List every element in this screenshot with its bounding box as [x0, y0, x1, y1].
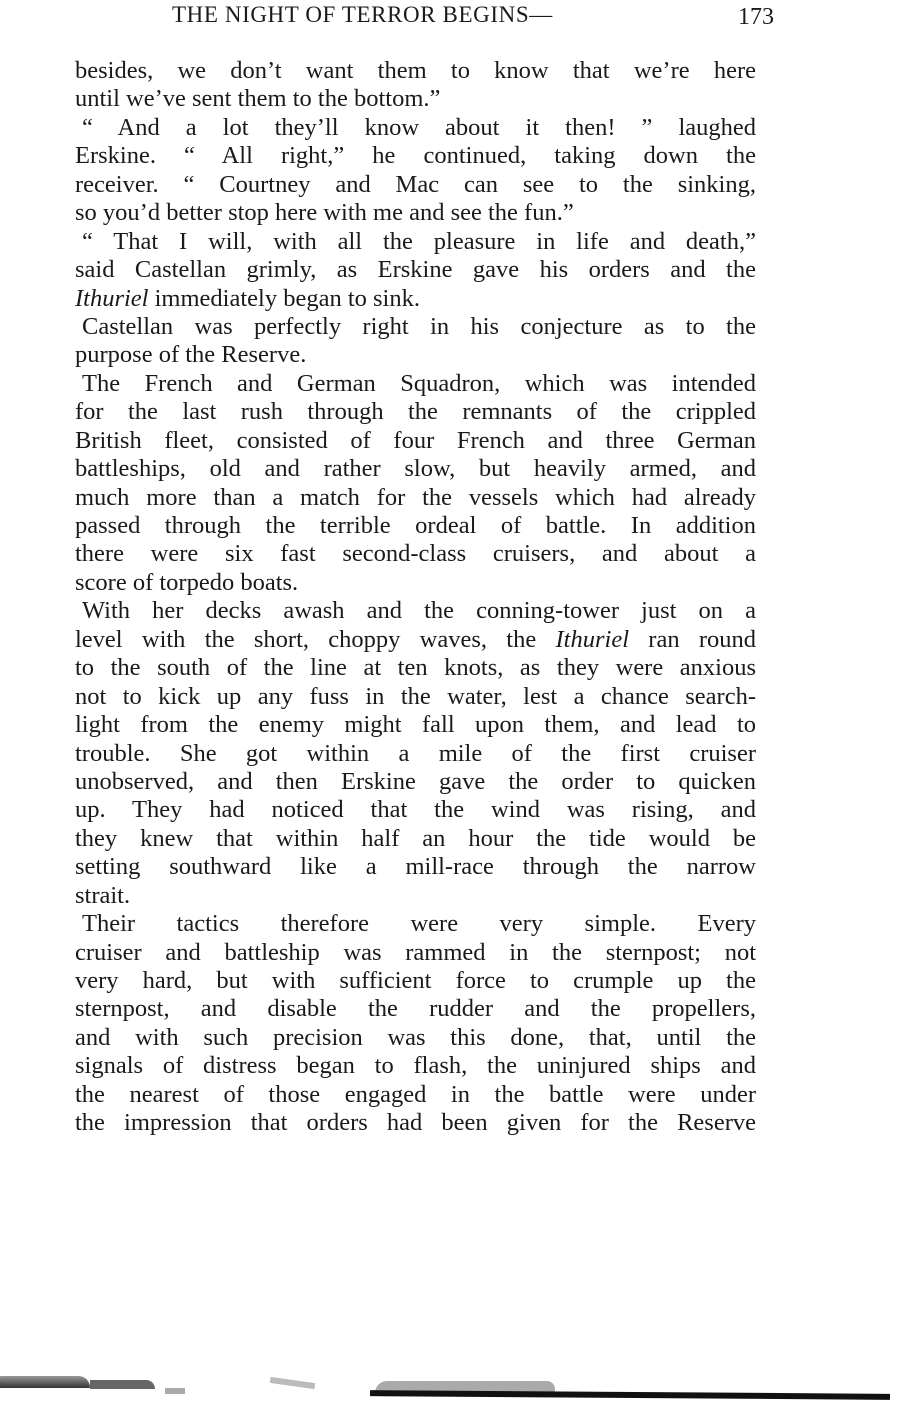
text-line: score of torpedo boats. — [75, 568, 299, 596]
text-line: cruiser and battleship was rammed in the sternpost; not — [75, 938, 756, 966]
text-line: there were six fast second-class cruisers, and about a — [75, 540, 756, 568]
text-line: said Castellan grimly, as Erskine gave his orders and the — [75, 256, 756, 284]
body-text — [75, 57, 756, 1138]
text-segment: immediately began to sink. — [148, 284, 420, 312]
text-line: light from the enemy might fall upon them, and lead to — [75, 711, 756, 739]
page-number: 173 — [738, 4, 774, 30]
text-line: sternpost, and disable the rudder and the propellers, — [75, 995, 756, 1023]
text-segment: level with the short, choppy waves, the — [75, 625, 556, 653]
text-line: not to kick up any fuss in the water, lest a chance search- — [75, 682, 756, 710]
text-line: receiver. “ Courtney and Mac can see to the sinking, — [75, 170, 756, 198]
ship-name-italic: Ithuriel — [555, 625, 630, 653]
text-line: the nearest of those engaged in the battle were under — [75, 1080, 756, 1108]
scan-smudge — [165, 1388, 185, 1394]
text-line: setting southward like a mill-race through the narrow — [75, 853, 756, 881]
scan-smudge — [270, 1377, 315, 1389]
scan-smudge — [370, 1390, 890, 1400]
scan-smudge — [0, 1376, 90, 1388]
running-title: THE NIGHT OF TERROR BEGINS— — [172, 2, 553, 27]
text-line: battleships, old and rather slow, but heavily armed, and — [75, 455, 756, 483]
text-line: besides, we don’t want them to know that we’re here — [75, 57, 756, 84]
text-line: until we’ve sent them to the bottom.” — [75, 85, 441, 113]
text-line: passed through the terrible ordeal of battle. In addition — [75, 512, 756, 539]
text-line: With her decks awash and the conning-tower just on a — [82, 597, 756, 625]
text-line: “ And a lot they’ll know about it then! ” laughed — [82, 113, 756, 141]
ship-name-italic: Ithuriel — [75, 284, 149, 312]
text-line: The French and German Squadron, which was intended — [82, 369, 756, 397]
scan-smudge — [90, 1380, 155, 1389]
text-line: so you’d better stop here with me and see the fun.” — [75, 199, 574, 227]
text-line: the impression that orders had been given for the Reserve — [75, 1109, 756, 1137]
text-line: Erskine. “ All right,” he continued, taking down the — [75, 142, 756, 170]
text-line: strait. — [75, 881, 131, 909]
text-line: British fleet, consisted of four French and three German — [75, 426, 756, 454]
text-line: for the last rush through the remnants of the crippled — [75, 398, 756, 426]
text-line: they knew that within half an hour the tide would be — [75, 824, 756, 852]
text-line: signals of distress began to flash, the uninjured ships and — [75, 1052, 756, 1080]
text-line: very hard, but with sufficient force to crumple up the — [75, 967, 756, 994]
text-line: Their tactics therefore were very simple. Every — [82, 910, 756, 938]
text-line: to the south of the line at ten knots, as they were anxious — [75, 654, 756, 682]
text-line: up. They had noticed that the wind was rising, and — [75, 796, 756, 824]
text-line: Castellan was perfectly right in his conjecture as to the — [82, 312, 756, 340]
text-line: unobserved, and then Erskine gave the order to quicken — [75, 767, 756, 795]
text-line: purpose of the Reserve. — [75, 341, 307, 369]
text-line: trouble. She got within a mile of the first cruiser — [75, 739, 756, 767]
text-line — [75, 285, 756, 313]
page-header — [0, 2, 900, 38]
text-line: “ That I will, with all the pleasure in life and death,” — [82, 227, 756, 255]
text-line: much more than a match for the vessels which had already — [75, 483, 756, 511]
text-segment: ran round — [629, 625, 756, 653]
text-line — [75, 626, 756, 654]
text-line: and with such precision was this done, that, until the — [75, 1023, 756, 1051]
